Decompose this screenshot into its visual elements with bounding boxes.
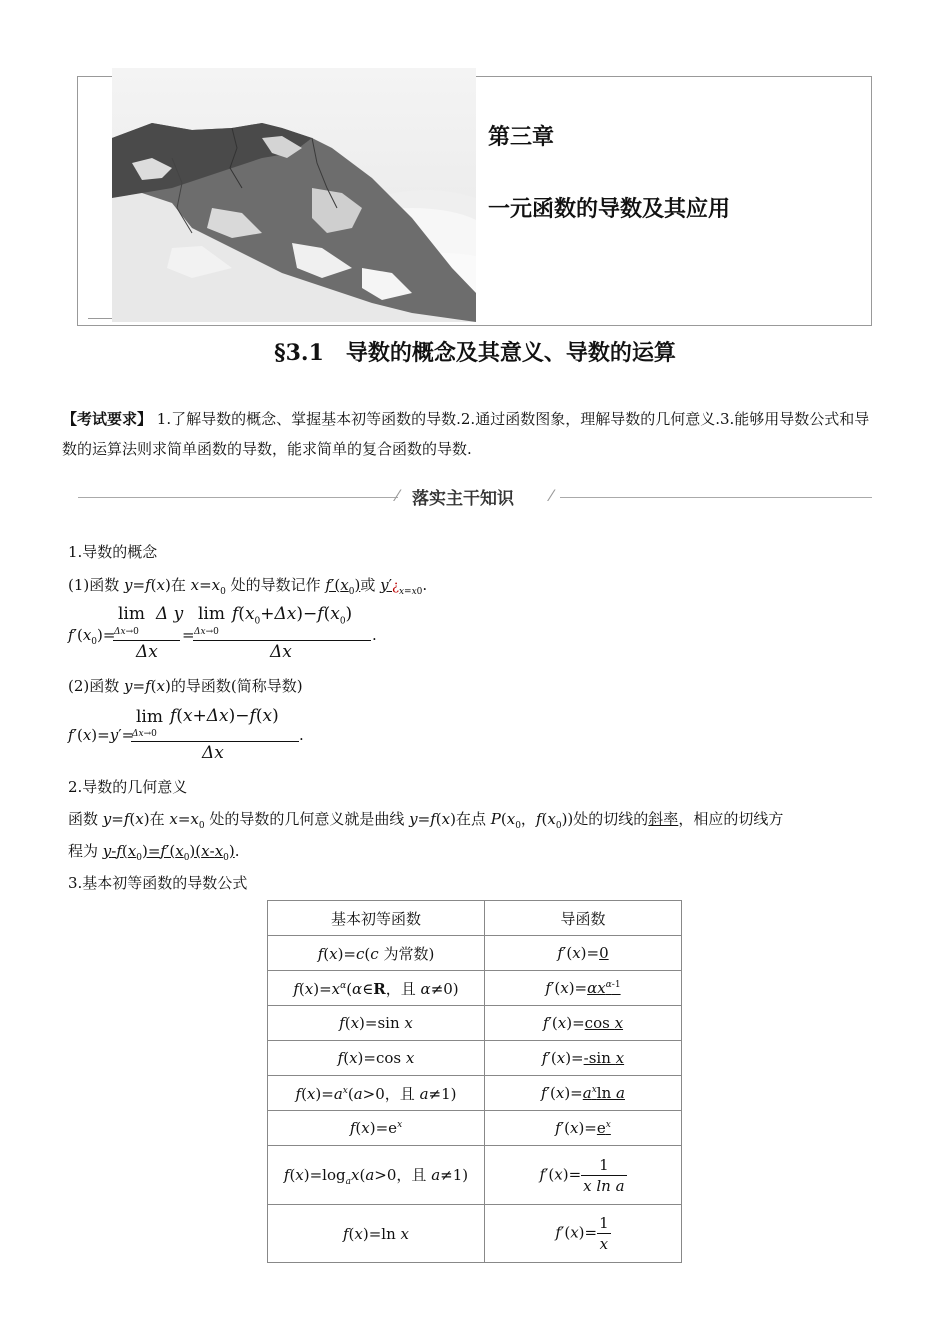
divider-left (78, 497, 398, 498)
table-cell: $f'(x)=\alpha x^{\alpha-1}$ (485, 971, 682, 1006)
limit-subscript: Δx→0 (114, 627, 139, 637)
period: . (299, 726, 304, 744)
table-header-cell: 基本初等函数 (268, 901, 485, 936)
text-span: 处的导数记作 (230, 576, 326, 594)
concept-heading: 1.导数的概念 (68, 543, 158, 561)
divider-slash-icon: ⁄ (550, 486, 553, 505)
text-span: 或 (360, 576, 381, 594)
derivative-formula-table (267, 900, 682, 1263)
table-cell: f(x)=sin x (268, 1006, 485, 1041)
table-cell: $f(x)=x^\alpha(\alpha\in R$，且 α≠0) (268, 971, 485, 1006)
chapter-number: 第三章 (488, 124, 555, 150)
banner-accent-line (88, 76, 112, 77)
text-span: 为常数) (383, 944, 435, 963)
table-row (268, 1111, 682, 1146)
derivative-function-label: f′(x)=y′= (68, 726, 135, 744)
numerator-text: f(x+Δx)−f(x) (170, 706, 279, 726)
table-cell: f′(x)= $\frac{1}{x}$ (485, 1205, 682, 1263)
exam-requirements (62, 404, 884, 464)
text-span: ，且 (384, 1084, 420, 1103)
geometric-meaning-line-2: 程为 $y-f(x_0)=f'(x_0)(x-x_0)$. (68, 842, 240, 863)
fraction-bar (113, 640, 180, 641)
table-cell: f′(x)= $\frac{1}{\text{x ln a}}$ (485, 1146, 682, 1205)
concept-item-2: (2)函数 y=f(x)的导函数(简称导数) (68, 677, 303, 695)
table-cell: $f(x)=e^x$ (268, 1111, 485, 1146)
equals-sign: = (182, 626, 195, 644)
text-span: ，且 (385, 979, 421, 998)
table-cell: f(x)=ln x (268, 1205, 485, 1263)
text-span: ，且 (396, 1165, 432, 1184)
table-cell: $f(x)=a^x(a>0$，且 a≠1) (268, 1076, 485, 1111)
geometric-meaning-line-1: 函数 y=f(x)在 $x=x_0$ 处的导数的几何意义就是曲线 y=f(x)在点 $P(x_0$，$f(x_0)$)处的切线的斜率，相应的切线方 (68, 810, 784, 831)
slope-answer: 斜率 (648, 810, 679, 828)
limit-subscript: Δx→0 (132, 729, 157, 739)
chapter-title: 一元函数的导数及其应用 (488, 196, 731, 222)
table-cell: f(x)=cos x (268, 1041, 485, 1076)
fraction-bar (131, 741, 299, 742)
denominator-text: Δx (136, 642, 158, 662)
derivative-at-point-label: $f'(x_0)=$ (68, 626, 116, 647)
text-span: (2)函数 (68, 677, 125, 695)
text-span: 函数 (68, 810, 103, 828)
table-cell: f(x)=c(c 为常数) (268, 936, 485, 971)
mountain-photo (112, 68, 476, 322)
limit-symbol: lim (198, 604, 225, 624)
table-cell: f′(x)=cos x (485, 1006, 682, 1041)
text-span: 程为 (68, 842, 103, 860)
text-span: 在点 (455, 810, 491, 828)
divider-right (560, 497, 872, 498)
table-row (268, 936, 682, 971)
table-row (268, 1041, 682, 1076)
banner-accent-line (88, 318, 112, 319)
numerator-text: Δ y (156, 604, 184, 624)
table-header-cell: 导函数 (485, 901, 682, 936)
table-cell: $f(x)=\log_ax(a>0$，且 a≠1) (268, 1146, 485, 1205)
requirements-tag: 【考试要求】 (62, 410, 153, 428)
text-span: (1)函数 (68, 576, 125, 594)
denominator-text: Δx (202, 743, 224, 763)
section-divider-heading: 落实主干知识 (412, 489, 514, 509)
table-cell: $f'(x)=e^x$ (485, 1111, 682, 1146)
text-span: ，相应的切线方 (678, 810, 784, 828)
numerator-text: $f(x_0+\Delta x)-f(x_0)$ (232, 604, 353, 627)
divider-slash-icon: ⁄ (396, 486, 399, 505)
table-cell: $f'(x)=a^x\ln$ a (485, 1076, 682, 1111)
table-row (268, 971, 682, 1006)
fraction-bar (193, 640, 371, 641)
text-span: 处的切线的 (573, 810, 649, 828)
period: . (372, 626, 377, 644)
table-row (268, 1006, 682, 1041)
limit-symbol: lim (136, 707, 163, 727)
table-row (268, 1205, 682, 1263)
limit-subscript: Δx→0 (194, 627, 219, 637)
section-title: §3.1 导数的概念及其意义、导数的运算 (274, 340, 676, 366)
concept-item-1: (1)函数 y=f(x)在 $x=x_0$ 处的导数记作 $f'(x_0)$或 $y'¿_{x=x0}$. (68, 576, 428, 597)
table-header-row (268, 901, 682, 936)
denominator-text: Δx (270, 642, 292, 662)
table-cell: f′(x)=0 (485, 936, 682, 971)
table-cell: f′(x)=-sin x (485, 1041, 682, 1076)
table-row (268, 1076, 682, 1111)
formula-table-heading: 3.基本初等函数的导数公式 (68, 874, 248, 892)
geometric-meaning-heading: 2.导数的几何意义 (68, 778, 188, 796)
requirements-text: 1.了解导数的概念、掌握基本初等函数的导数.2.通过函数图象，理解导数的几何意义.3.能够用导数公式和导数的运算法则求简单函数的导数，能求简单的复合函数的导数. (62, 410, 870, 458)
text-span: 处的导数的几何意义就是曲线 (209, 810, 410, 828)
limit-symbol: lim (118, 604, 145, 624)
table-row (268, 1146, 682, 1205)
text-span: 的导函数(简称导数) (170, 677, 303, 695)
